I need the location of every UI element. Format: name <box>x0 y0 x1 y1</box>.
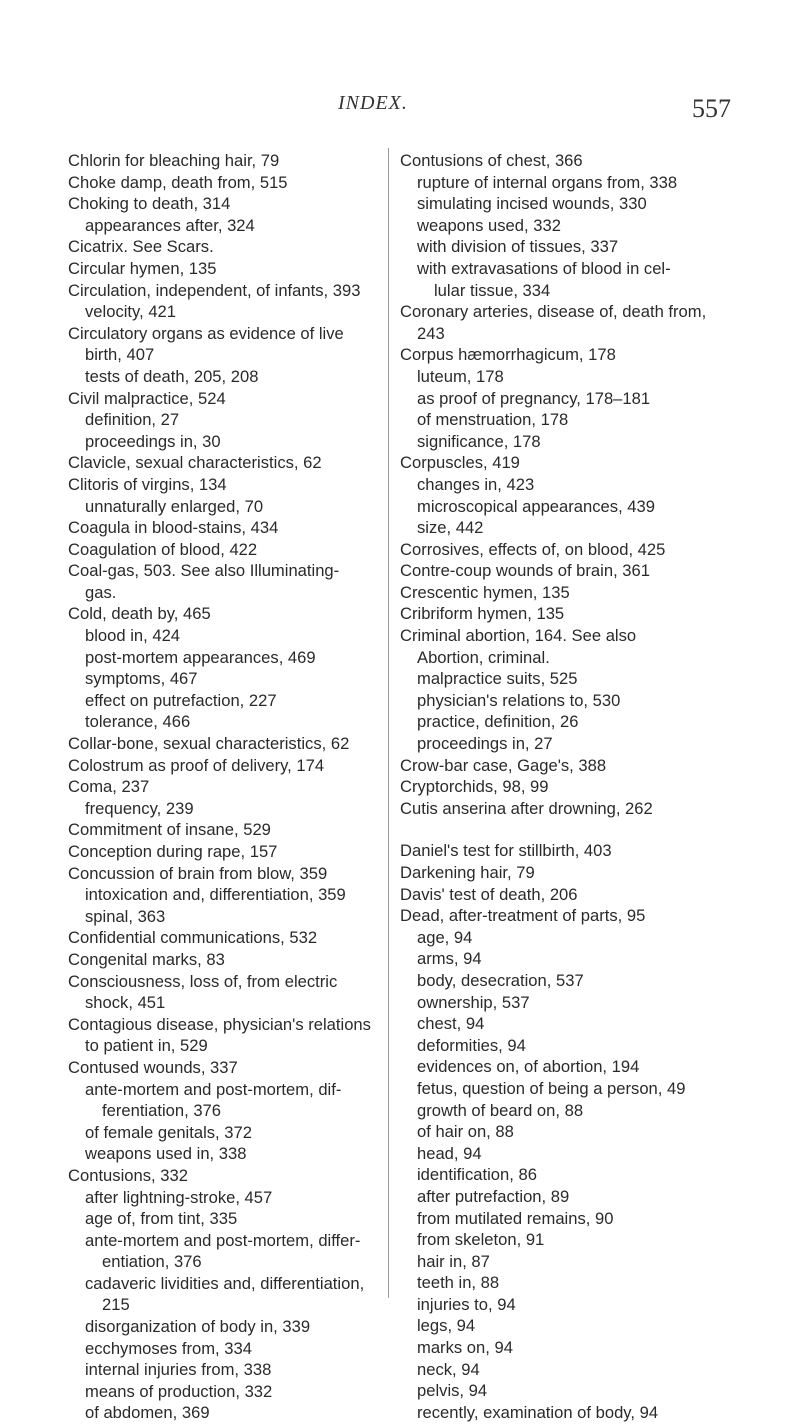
index-subentry: symptoms, 467 <box>85 669 198 689</box>
index-subentry: after putrefaction, 89 <box>417 1186 570 1206</box>
index-entry: Chlorin for bleaching hair, 79 <box>68 151 280 170</box>
index-entry: Clitoris of virgins, 134 <box>68 474 227 494</box>
index-entry: Coagula in blood-stains, 434 <box>68 518 279 538</box>
index-entry: Daniel's test for stillbirth, 403 <box>400 841 612 861</box>
index-subentry: arms, 94 <box>417 949 482 969</box>
index-subentry: practice, definition, 26 <box>417 712 579 732</box>
index-subentry: of menstruation, 178 <box>417 410 569 430</box>
page-header <box>0 92 800 132</box>
running-head: INDEX. <box>338 92 408 114</box>
index-subentry: disorganization of body in, 339 <box>85 1317 311 1337</box>
index-entry: Davis' test of death, 206 <box>400 884 578 904</box>
index-subentry: of female genitals, 372 <box>85 1122 252 1142</box>
index-subentry: changes in, 423 <box>417 474 535 494</box>
index-subentry: lular tissue, 334 <box>434 280 551 300</box>
index-subentry: gas. <box>85 582 117 602</box>
column-divider <box>388 148 389 1298</box>
index-entry: Cicatrix. See Scars. <box>68 237 214 257</box>
index-subentry: age, 94 <box>417 927 473 947</box>
index-subentry: 215 <box>102 1295 130 1315</box>
index-subentry: from mutilated remains, 90 <box>417 1208 614 1228</box>
index-subentry: ownership, 537 <box>417 992 530 1012</box>
index-entry: Criminal abortion, 164. See also <box>400 626 637 646</box>
index-entry: Dead, after-treatment of parts, 95 <box>400 906 646 926</box>
index-subentry: proceedings in, 30 <box>85 431 221 451</box>
index-subentry: head, 94 <box>417 1143 482 1163</box>
index-subentry: velocity, 421 <box>85 302 177 322</box>
index-entry: Collar-bone, sexual characteristics, 62 <box>68 734 350 754</box>
index-entry: Coma, 237 <box>68 777 150 797</box>
index-subentry: birth, 407 <box>85 345 155 365</box>
index-entry: Consciousness, loss of, from electric <box>68 971 338 991</box>
index-subentry: physician's relations to, 530 <box>417 690 621 710</box>
index-subentry: as proof of pregnancy, 178–181 <box>417 388 651 408</box>
index-subentry: of abdomen, 369 <box>85 1403 210 1423</box>
index-subentry: pelvis, 94 <box>417 1381 488 1401</box>
index-subentry: ante-mortem and post-mortem, dif- <box>85 1079 342 1099</box>
index-subentry: legs, 94 <box>417 1316 476 1336</box>
index-subentry: recently, examination of body, 94 <box>417 1402 659 1422</box>
index-entry: Contusions of chest, 366 <box>400 151 583 170</box>
index-entry: Crescentic hymen, 135 <box>400 582 570 602</box>
index-entry: Confidential communications, 532 <box>68 928 318 948</box>
index-subentry: 243 <box>417 323 445 343</box>
index-entry: Coronary arteries, disease of, death from, <box>400 302 707 322</box>
index-subentry: weapons used, 332 <box>417 215 561 235</box>
index-entry: Circulation, independent, of infants, 393 <box>68 280 361 300</box>
index-subentry: frequency, 239 <box>85 798 194 818</box>
index-subentry: effect on putrefaction, 227 <box>85 690 277 710</box>
index-column-left <box>68 150 390 1424</box>
index-subentry: internal injuries from, 338 <box>85 1360 272 1380</box>
index-subentry: luteum, 178 <box>417 366 504 386</box>
index-entry: Contusions, 332 <box>68 1165 188 1185</box>
index-entry: Contagious disease, physician's relations <box>68 1014 371 1034</box>
index-subentry: rupture of internal organs from, 338 <box>417 172 678 192</box>
index-subentry: microscopical appearances, 439 <box>417 496 655 516</box>
index-entry: Civil malpractice, 524 <box>68 388 226 408</box>
index-subentry: simulating incised wounds, 330 <box>417 194 647 214</box>
index-subentry: Abortion, criminal. <box>417 647 550 667</box>
index-subentry: size, 442 <box>417 518 484 538</box>
index-entry: Corpuscles, 419 <box>400 453 520 473</box>
index-entry: Contre-coup wounds of brain, 361 <box>400 561 650 581</box>
index-subentry: ferentiation, 376 <box>102 1101 222 1121</box>
section-gap <box>400 819 710 840</box>
page-number: 557 <box>692 94 731 123</box>
index-subentry: growth of beard on, 88 <box>417 1100 584 1120</box>
index-entry: Choke damp, death from, 515 <box>68 172 288 192</box>
index-subentry: tests of death, 205, 208 <box>85 366 259 386</box>
index-subentry: tolerance, 466 <box>85 712 191 732</box>
index-entry: Corrosives, effects of, on blood, 425 <box>400 539 666 559</box>
index-subentry: evidences on, of abortion, 194 <box>417 1057 640 1077</box>
index-subentry: with extravasations of blood in cel- <box>417 258 671 278</box>
index-subentry: to patient in, 529 <box>85 1036 208 1056</box>
index-subentry: spinal, 363 <box>85 906 166 926</box>
index-subentry: identification, 86 <box>417 1165 537 1185</box>
index-subentry: of hair on, 88 <box>417 1122 514 1142</box>
index-entry: Cryptorchids, 98, 99 <box>400 777 549 797</box>
index-subentry: injuries to, 94 <box>417 1294 516 1314</box>
index-subentry: post-mortem appearances, 469 <box>85 647 316 667</box>
index-subentry: body, desecration, 537 <box>417 970 584 990</box>
index-entry: Conception during rape, 157 <box>68 842 278 861</box>
index-subentry: intoxication and, differentiation, 359 <box>85 885 346 905</box>
index-entry: Crow-bar case, Gage's, 388 <box>400 755 607 775</box>
index-subentry: age of, from tint, 335 <box>85 1209 238 1229</box>
index-entry: Commitment of insane, 529 <box>68 820 271 840</box>
index-entry: Clavicle, sexual characteristics, 62 <box>68 453 322 473</box>
index-subentry: ecchymoses from, 334 <box>85 1338 252 1358</box>
index-entry: Congenital marks, 83 <box>68 949 225 969</box>
index-entry: Circulatory organs as evidence of live <box>68 323 344 343</box>
index-entry: Concussion of brain from blow, 359 <box>68 863 328 883</box>
index-subentry: from skeleton, 91 <box>417 1230 545 1250</box>
index-subentry: cadaveric lividities and, differentiation, <box>85 1273 365 1293</box>
index-entry: Colostrum as proof of delivery, 174 <box>68 755 325 775</box>
index-subentry: shock, 451 <box>85 993 166 1013</box>
index-entry: Cold, death by, 465 <box>68 604 211 624</box>
index-subentry: proceedings in, 27 <box>417 734 553 754</box>
index-subentry: fetus, question of being a person, 49 <box>417 1078 686 1098</box>
index-subentry: unnaturally enlarged, 70 <box>85 496 264 516</box>
index-entry: Darkening hair, 79 <box>400 863 535 882</box>
index-entry: Cutis anserina after drowning, 262 <box>400 798 653 818</box>
index-entry: Contused wounds, 337 <box>68 1057 238 1077</box>
index-subentry: means of production, 332 <box>85 1381 273 1401</box>
index-subentry: teeth in, 88 <box>417 1273 500 1293</box>
index-subentry: ante-mortem and post-mortem, differ- <box>85 1230 361 1250</box>
index-subentry: significance, 178 <box>417 431 541 451</box>
index-subentry: deformities, 94 <box>417 1035 526 1055</box>
index-entry: Corpus hæmorrhagicum, 178 <box>400 345 616 365</box>
index-subentry: marks on, 94 <box>417 1338 513 1358</box>
index-entry: Choking to death, 314 <box>68 194 231 214</box>
index-subentry: neck, 94 <box>417 1359 480 1379</box>
index-subentry: definition, 27 <box>85 410 180 430</box>
index-subentry: malpractice suits, 525 <box>417 669 578 689</box>
index-entry: Cribriform hymen, 135 <box>400 604 565 624</box>
index-subentry: chest, 94 <box>417 1014 485 1034</box>
index-subentry: appearances after, 324 <box>85 215 255 235</box>
index-subentry: with division of tissues, 337 <box>417 237 619 257</box>
index-entry: Circular hymen, 135 <box>68 258 217 278</box>
index-subentry: after lightning-stroke, 457 <box>85 1187 273 1207</box>
index-subentry: blood in, 424 <box>85 626 181 646</box>
index-subentry: weapons used in, 338 <box>85 1144 247 1164</box>
index-subentry: entiation, 376 <box>102 1252 202 1272</box>
index-entry: Coagulation of blood, 422 <box>68 539 258 559</box>
index-entry: Coal-gas, 503. See also Illuminating- <box>68 561 340 581</box>
index-column-right <box>400 150 710 1423</box>
index-subentry: hair in, 87 <box>417 1251 490 1271</box>
